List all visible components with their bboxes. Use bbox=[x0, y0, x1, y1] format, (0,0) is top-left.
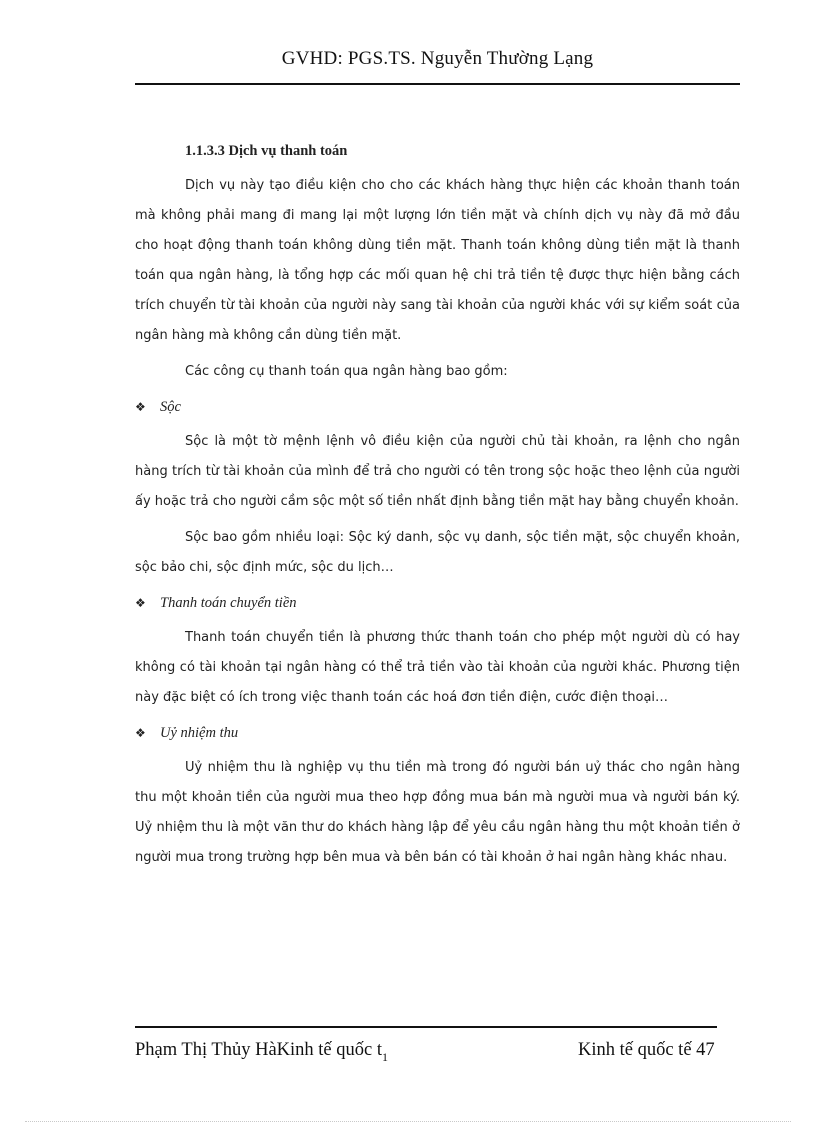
page-bottom-dotted-edge bbox=[25, 1121, 791, 1122]
section-heading: 1.1.3.3 Dịch vụ thanh toán bbox=[185, 143, 348, 159]
page-header-title: GVHD: PGS.TS. Nguyễn Thường Lạng bbox=[281, 48, 594, 69]
collection-paragraph: Uỷ nhiệm thu là nghiệp vụ thu tiền mà trong đó người bán uỷ thác cho ngân hàng thu một khoản tiền của người mua theo hợp đồng mua bán mà người mua và người bán ký. Uỷ nhiệm thu là một văn thư do khách hàng lập để yêu cầu ngân hàng thu một khoản tiền ở người mua trong trường hợp bên mua và bên bán có tài khoản ở hai ngân hàng khác nhau. bbox=[135, 760, 740, 865]
subsection-title: Uỷ nhiệm thu bbox=[160, 725, 239, 741]
sec-paragraph-1: Sộc là một tờ mệnh lệnh vô điều kiện của người chủ tài khoản, ra lệnh cho ngân hàng trích từ tài khoản của mình để trả cho người có tên trong sộc hoặc theo lệnh của người ấy hoặc trả cho người cầm sộc một số tiền nhất định bằng tiền mặt hay bằng chuyển khoản. bbox=[135, 434, 740, 509]
sec-paragraph-2: Sộc bao gồm nhiều loại: Sộc ký danh, sộc vụ danh, sộc tiền mặt, sộc chuyển khoản, sộc bảo chi, sộc định mức, sộc du lịch… bbox=[135, 530, 740, 575]
footer-page-label: Kinh tế quốc tế 47 bbox=[578, 1040, 715, 1060]
page-body bbox=[135, 137, 740, 879]
footer-author bbox=[135, 1040, 388, 1065]
footer-author-subscript: 1 bbox=[382, 1050, 388, 1064]
subsection-heading-collection bbox=[135, 719, 740, 747]
footer-author-text: Phạm Thị Thủy HàKinh tế quốc t bbox=[135, 1040, 382, 1060]
intro-paragraph: Dịch vụ này tạo điều kiện cho cho các khách hàng thực hiện các khoản thanh toán mà không phải mang đi mang lại một lượng lớn tiền mặt và chính dịch vụ này đã mở đầu cho hoạt động thanh toán không dùng tiền mặt. Thanh toán không dùng tiền mặt là thanh toán qua ngân hàng, là tổng hợp các mối quan hệ chi trả tiền tệ được thực hiện bằng cách trích chuyển từ tài khoản của người này sang tài khoản của người khác với sự kiểm soát của ngân hàng mà không cần dùng tiền mặt. bbox=[135, 178, 740, 343]
diamond-bullet-icon: ❖ bbox=[135, 596, 146, 610]
subsection-heading-transfer bbox=[135, 589, 740, 617]
subsection-title: Sộc bbox=[160, 399, 181, 415]
tools-paragraph: Các công cụ thanh toán qua ngân hàng bao gồm: bbox=[185, 364, 508, 379]
subsection-heading-sec bbox=[135, 393, 740, 421]
footer-divider bbox=[135, 1026, 717, 1028]
diamond-bullet-icon: ❖ bbox=[135, 726, 146, 740]
subsection-title: Thanh toán chuyển tiền bbox=[160, 595, 297, 611]
transfer-paragraph: Thanh toán chuyển tiền là phương thức thanh toán cho phép một người dù có hay không có tài khoản tại ngân hàng có thể trả tiền vào tài khoản của người khác. Phương tiện này đặc biệt có ích trong việc thanh toán các hoá đơn tiền điện, cước điện thoại… bbox=[135, 630, 740, 705]
diamond-bullet-icon: ❖ bbox=[135, 400, 146, 414]
header-divider bbox=[135, 83, 740, 85]
